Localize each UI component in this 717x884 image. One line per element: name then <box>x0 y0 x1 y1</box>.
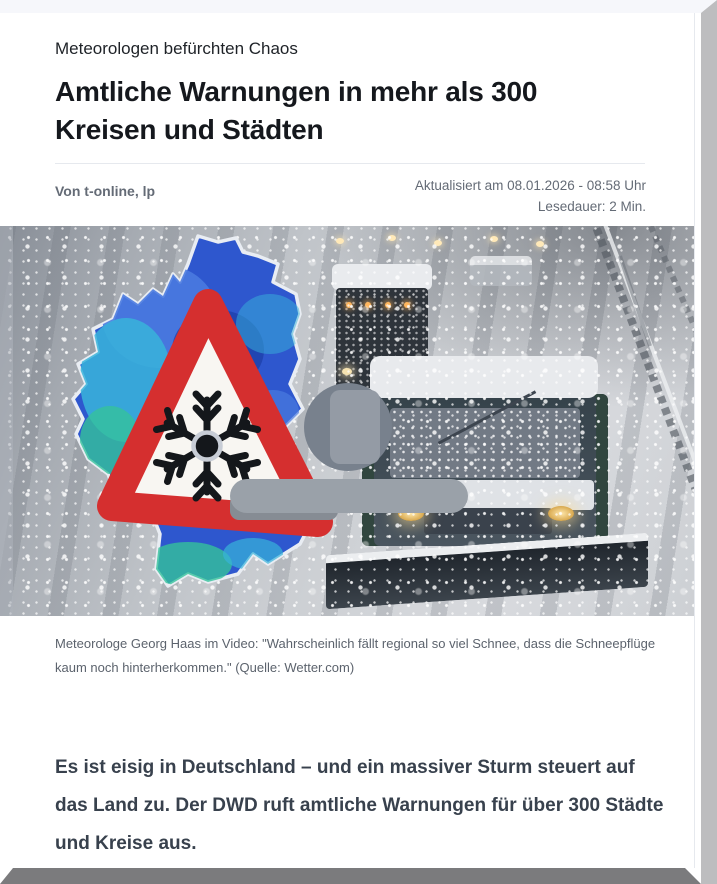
meta-right <box>415 175 646 217</box>
article-page <box>0 13 695 868</box>
kicker: Meteorologen befürchten Chaos <box>55 39 298 58</box>
divider <box>55 163 645 164</box>
byline[interactable]: Von t-online, lp <box>55 183 156 199</box>
article-lead-paragraph: Es ist eisig in Deutschland – und ein massiver Sturm steuert auf das Land zu. Der DWD ruft amtliche Warnungen für über 300 Städte und Kreise aus. <box>55 757 664 854</box>
window-frame-bottom <box>0 868 717 884</box>
hero-video-thumbnail[interactable] <box>0 226 694 616</box>
blurred-banner-overlay <box>230 479 468 513</box>
image-caption: Meteorologe Georg Haas im Video: "Wahrscheinlich fällt regional so viel Schnee, dass die Schneepflüge kaum noch hinterherkommen." (Quelle: Wetter.com) <box>55 636 656 675</box>
photo-left-edge-blur <box>0 226 13 616</box>
updated-timestamp: Aktualisiert am 08.01.2026 - 08:58 Uhr <box>414 178 646 193</box>
page-background-top <box>0 0 717 13</box>
blurred-face-overlay <box>304 383 392 471</box>
content-right-border <box>694 13 695 868</box>
article-meta <box>55 175 646 217</box>
reading-time: Lesedauer: 2 Min. <box>537 199 646 214</box>
headline: Amtliche Warnungen in mehr als 300 Kreisen und Städten <box>55 76 538 145</box>
scrollbar-track[interactable] <box>701 0 717 884</box>
